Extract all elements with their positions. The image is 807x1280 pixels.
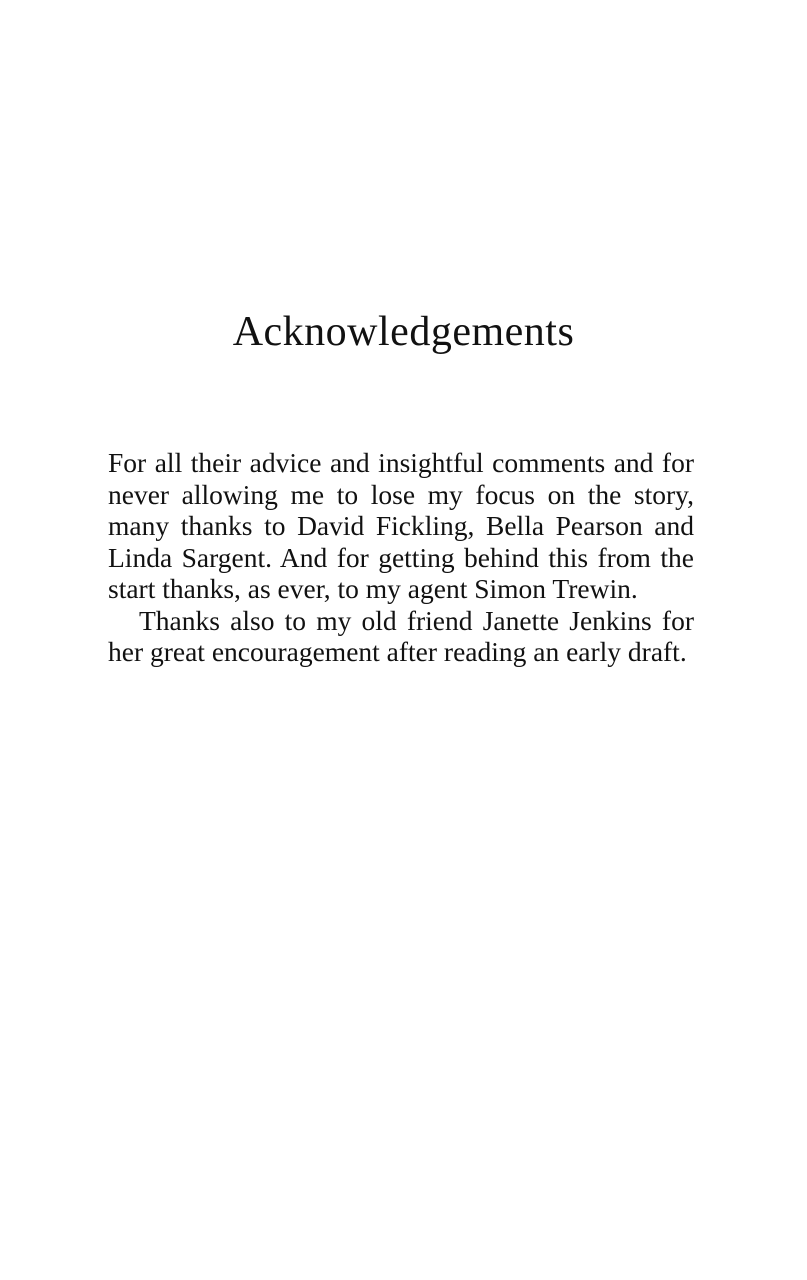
page-title: Acknowledgements: [232, 309, 575, 355]
paragraph-2: Thanks also to my old friend Janette Jenkins for her great encouragement after reading an early draft.: [108, 604, 694, 667]
paragraph-1: For all their advice and insightful comments and for never allowing me to lose my focus on the story, many thanks to David Fickling, Bella Pearson and Linda Sargent. And for getting behind this from the start thanks, as ever, to my agent Simon Trewin.: [108, 447, 694, 604]
acknowledgements-body: [108, 447, 694, 668]
